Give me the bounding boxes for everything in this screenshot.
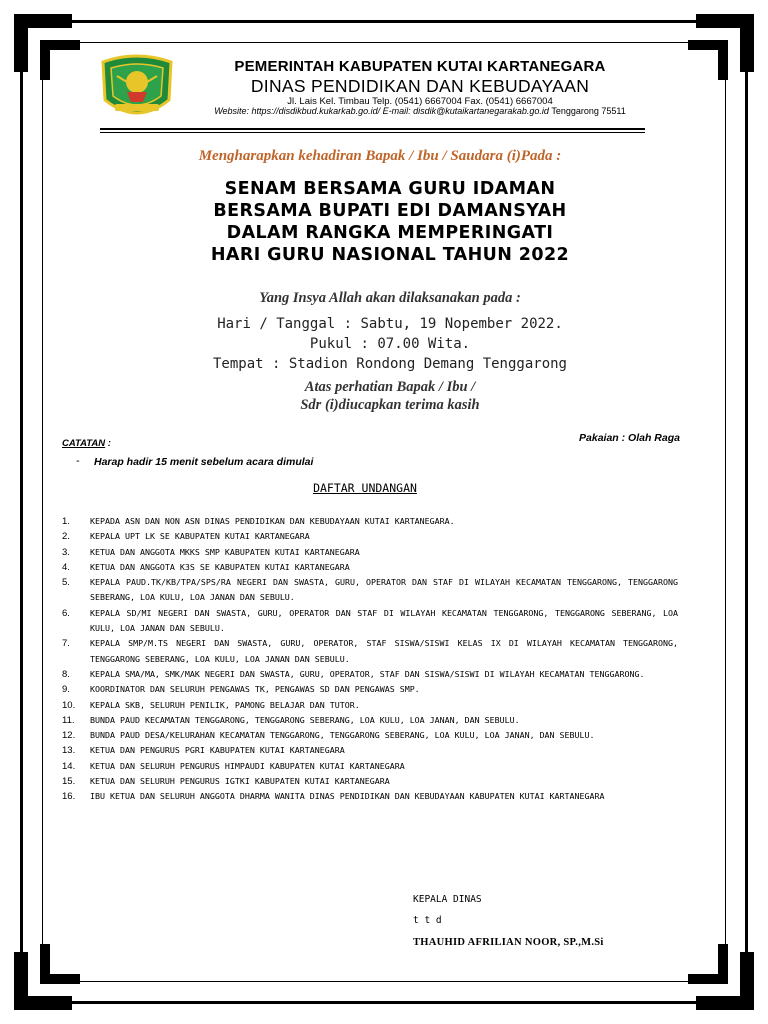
thanks-line: Atas perhatian Bapak / Ibu / xyxy=(304,379,476,395)
list-item xyxy=(62,560,678,575)
list-item xyxy=(62,713,678,728)
letterhead-department: DINAS PENDIDIKAN DAN KEBUDAYAAN xyxy=(250,76,590,96)
invitation-list xyxy=(62,514,678,805)
list-item xyxy=(62,636,678,667)
event-title-line: HARI GURU NASIONAL TAHUN 2022 xyxy=(210,245,570,265)
letterhead-rule-thin xyxy=(100,132,645,133)
list-item-number: 8. xyxy=(62,668,70,680)
list-item xyxy=(62,743,678,758)
notes-label-colon: : xyxy=(105,438,111,449)
letterhead-city: Tenggarong 75511 xyxy=(551,106,626,116)
event-time: Pukul : 07.00 Wita. xyxy=(309,336,471,352)
event-title xyxy=(80,178,700,266)
list-item xyxy=(62,759,678,774)
list-item-text: KEPADA ASN DAN NON ASN DINAS PENDIDIKAN DAN KEBUDAYAAN KUTAI KARTANEGARA. xyxy=(90,516,455,526)
list-item-number: 16. xyxy=(62,791,76,803)
list-item-number: 3. xyxy=(62,546,70,558)
list-item-text: KEPALA SMA/MA, SMK/MAK NEGERI DAN SWASTA, GURU, OPERATOR, STAF DAN SISWA/SISWI DI WILAYAH KECAMATAN TENGGARONG. xyxy=(90,668,645,679)
thanks-line: Sdr (i)diucapkan terima kasih xyxy=(300,397,480,413)
list-item-number: 1. xyxy=(62,516,70,527)
event-date: Hari / Tanggal : Sabtu, 19 Nopember 2022. xyxy=(217,316,563,332)
list-item xyxy=(62,575,678,606)
note-bullet: - xyxy=(76,455,80,467)
letterhead-contact xyxy=(150,106,690,116)
notes-label xyxy=(62,438,111,449)
invitation-line: Mengharapkan kehadiran Bapak / Ibu / Saudara (i)Pada : xyxy=(198,148,562,164)
list-item-number: 12. xyxy=(62,730,76,742)
list-item-number: 11. xyxy=(62,714,75,726)
list-item-number: 7. xyxy=(62,638,70,650)
list-item-number: 5. xyxy=(62,577,70,589)
list-item-text: KETUA DAN PENGURUS PGRI KABUPATEN KUTAI KARTANEGARA xyxy=(90,745,345,756)
signatory-ttd: t t d xyxy=(413,915,442,926)
list-item-number: 13. xyxy=(62,745,76,757)
letterhead-address: Jl. Lais Kel. Timbau Telp. (0541) 6667004 Fax. (0541) 6667004 xyxy=(287,96,553,107)
event-place: Tempat : Stadion Rondong Demang Tenggarong xyxy=(212,356,567,372)
event-title-line: DALAM RANGKA MEMPERINGATI xyxy=(226,223,554,243)
list-item-number: 15. xyxy=(62,776,76,788)
list-item xyxy=(62,774,678,789)
thanks-note xyxy=(80,378,700,414)
list-item xyxy=(62,545,678,560)
list-item-text: KETUA DAN SELURUH PENGURUS IGTKI KABUPATEN KUTAI KARTANEGARA xyxy=(90,776,390,787)
list-item-text: KOORDINATOR DAN SELURUH PENGAWAS TK, PENGAWAS SD DAN PENGAWAS SMP. xyxy=(90,684,420,695)
list-item xyxy=(62,514,678,529)
list-item-text: KEPALA SD/MI NEGERI DAN SWASTA, GURU, OPERATOR DAN STAF DI WILAYAH KECAMATAN TENGGARONG, TENGGARONG SEBERANG, LOA KULU, LOA JANAN DAN SEBULU. xyxy=(90,607,678,634)
list-item xyxy=(62,789,678,804)
list-item-text: KETUA DAN SELURUH PENGURUS HIMPAUDI KABUPATEN KUTAI KARTANEGARA xyxy=(90,760,405,771)
list-item xyxy=(62,606,678,637)
list-item-number: 2. xyxy=(62,531,70,543)
list-item-text: BUNDA PAUD KECAMATAN TENGGARONG, TENGGARONG SEBERANG, LOA KULU, LOA JANAN, DAN SEBULU. xyxy=(90,714,520,725)
event-details xyxy=(80,314,700,374)
notes-label-text: CATATAN xyxy=(62,438,106,449)
list-item-text: IBU KETUA DAN SELURUH ANGGOTA DHARMA WANITA DINAS PENDIDIKAN DAN KEBUDAYAAN KABUPATEN KUTAI KARTANEGARA xyxy=(90,791,605,802)
list-item xyxy=(62,728,678,743)
list-item-text: BUNDA PAUD DESA/KELURAHAN KECAMATAN TENGGARONG, TENGGARONG SEBERANG, LOA KULU, LOA JANAN, DAN SEBULU. xyxy=(90,730,595,741)
signatory-name: THAUHID AFRILIAN NOOR, SP.,M.Si xyxy=(413,937,604,948)
dress-code: Pakaian : Olah Raga xyxy=(579,432,680,444)
list-item-number: 9. xyxy=(62,684,70,696)
list-item-number: 10. xyxy=(62,699,76,711)
event-title-line: BERSAMA BUPATI EDI DAMANSYAH xyxy=(213,201,567,221)
list-item-text: KEPALA SMP/M.TS NEGERI DAN SWASTA, GURU, OPERATOR, STAF SISWA/SISWI KELAS IX DI WILAYAH KECAMATAN TENGGARONG, TENGGARONG SEBERANG, LOA KULU, LOA JANAN DAN SEBULU. xyxy=(90,638,678,664)
list-item-number: 6. xyxy=(62,607,70,619)
list-item xyxy=(62,698,678,713)
letterhead-website: Website: https://disdikbud.kukarkab.go.id/ E-mail: disdik@kutaikartanegarakab.go.id xyxy=(214,106,549,116)
arrival-note: Harap hadir 15 menit sebelum acara dimulai xyxy=(94,456,314,468)
list-item xyxy=(62,529,678,544)
list-item-text: KEPALA UPT LK SE KABUPATEN KUTAI KARTANEGARA xyxy=(90,531,310,542)
list-item xyxy=(62,682,678,697)
held-line: Yang Insya Allah akan dilaksanakan pada : xyxy=(259,290,521,306)
letterhead-government: PEMERINTAH KABUPATEN KUTAI KARTANEGARA xyxy=(234,58,606,75)
invitation-list-title: DAFTAR UNDANGAN xyxy=(313,481,417,495)
event-title-line: SENAM BERSAMA GURU IDAMAN xyxy=(224,179,556,199)
list-item-text: KETUA DAN ANGGOTA MKKS SMP KABUPATEN KUTAI KARTANEGARA xyxy=(90,546,360,557)
list-item-text: KEPALA PAUD.TK/KB/TPA/SPS/RA NEGERI DAN SWASTA, GURU, OPERATOR DAN STAF DI WILAYAH KECAMATAN TENGGARONG, TENGGARONG SEBERANG, LOA KULU, LOA JANAN DAN SEBULU. xyxy=(90,577,678,603)
list-item-number: 4. xyxy=(62,561,70,573)
list-item-number: 14. xyxy=(62,760,76,772)
signatory-position: KEPALA DINAS xyxy=(413,894,482,905)
list-item-text: KETUA DAN ANGGOTA K3S SE KABUPATEN KUTAI KARTANEGARA xyxy=(90,561,350,572)
list-item-text: KEPALA SKB, SELURUH PENILIK, PAMONG BELAJAR DAN TUTOR. xyxy=(90,699,360,710)
list-item xyxy=(62,667,678,682)
letterhead-rule xyxy=(100,128,645,130)
